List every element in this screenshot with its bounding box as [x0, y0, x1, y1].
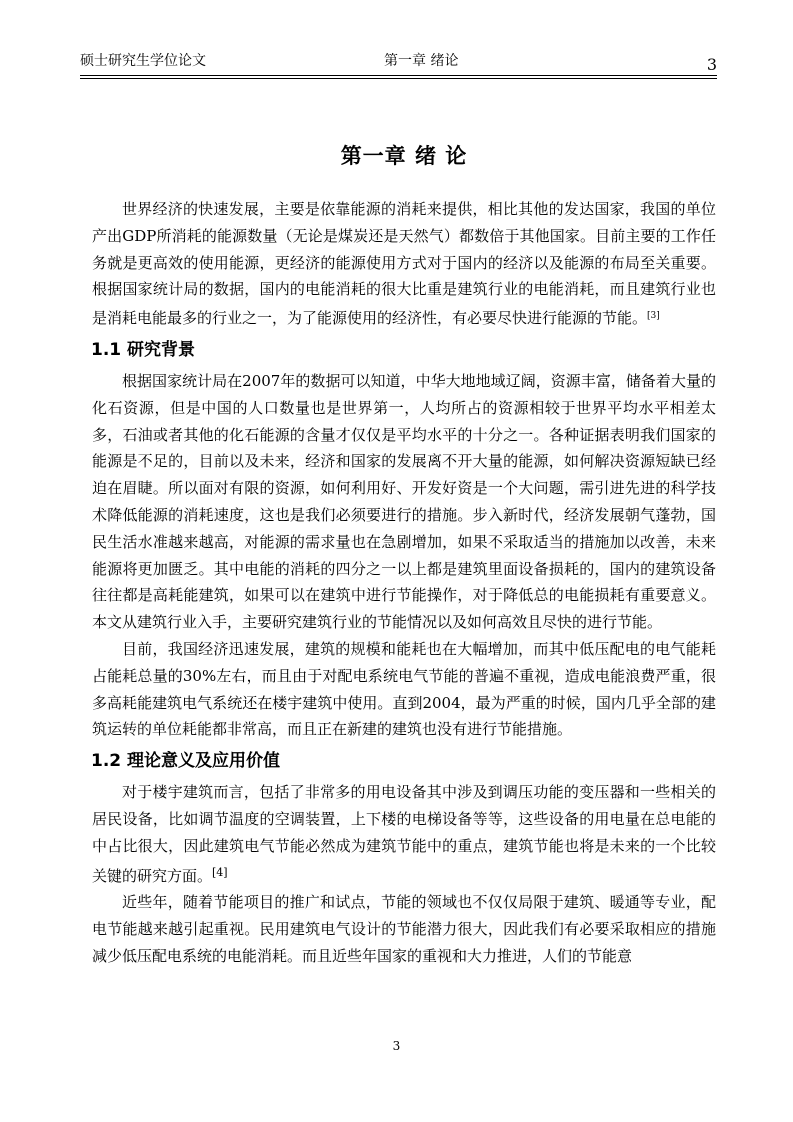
section-1-2-paragraph-1-text: 对于楼宇建筑而言，包括了非常多的用电设备其中涉及到调压功能的变压器和一些相关的居民设备，比如调节温度的空调装置，上下楼的电梯设备等等，这些设备的用电量在总电能的中占比很大，因此建筑电气节能必然成为建筑节能中的重点，建筑节能也将是未来的一个比较关键的研究方面。 [92, 783, 716, 885]
page-content [92, 140, 716, 970]
running-header [80, 52, 717, 76]
intro-citation: [3] [647, 311, 660, 322]
section-1-1-paragraph-1: 根据国家统计局在2007年的数据可以知道，中华大地地域辽阔，资源丰富，储备着大量的化石资源，但是中国的人口数量也是世界第一，人均所占的资源相较于世界平均水平相差太多，石油或者其他的化石能源的含量才仅仅是平均水平的十分之一。各种证据表明我们国家的能源是不足的，目前以及未来，经济和国家的发展离不开大量的能源，如何解决资源短缺已经迫在眉睫。所以面对有限的资源，如何利用好、开发好资是一个大问题，需引进先进的科学技术降低能源的消耗速度，这也是我们必须要进行的措施。步入新时代，经济发展朝气蓬勃，国民生活水准越来越高，对能源的需求量也在急剧增加，如果不采取适当的措施加以改善，未来能源将更加匮乏。其中电能的消耗的四分之一以上都是建筑里面设备损耗的，国内的建筑设备往往都是高耗能建筑，如果可以在建筑中进行节能操作，对于降低总的电能损耗有重要意义。本文从建筑行业入手，主要研究建筑行业的节能情况以及如何高效且尽快的进行节能。 [92, 371, 716, 632]
footer-page-number: 3 [392, 1039, 401, 1053]
header-chapter-label: 第一章 绪论 [384, 53, 459, 69]
header-rule-thin [80, 78, 717, 79]
section-1-1-paragraph-2: 目前，我国经济迅速发展，建筑的规模和能耗也在大幅增加，而其中低压配电的电气能耗占能耗总量的30%左右，而且由于对配电系统电气节能的普遍不重视，造成电能浪费严重，很多高耗能建筑电气系统还在楼宇建筑中使用。直到2004，最为严重的时候，国内几乎全部的建筑运转的单位耗能都非常高，而且正在新建的建筑也没有进行节能措施。 [92, 639, 716, 739]
chapter-title: 第一章 绪 论 [340, 144, 468, 168]
section-1-2-paragraph-1 [92, 779, 716, 889]
header-page-number: 3 [706, 55, 717, 74]
section-heading-1-2: 1.2 理论意义及应用价值 [91, 751, 281, 772]
section-1-2-paragraph-2: 近些年，随着节能项目的推广和试点，节能的领域也不仅仅局限于建筑、暖通等专业，配电节能越来越引起重视。民用建筑电气设计的节能潜力很大，因此我们有必要采取相应的措施减少低压配电系统的电能消耗。而且近些年国家的重视和大力推进，人们的节能意 [92, 893, 716, 965]
section-heading-1-1: 1.1 研究背景 [91, 339, 196, 360]
section-1-2-citation: [4] [212, 865, 228, 879]
intro-paragraph [92, 196, 716, 332]
header-rule [80, 75, 717, 76]
header-thesis-label: 硕士研究生学位论文 [80, 53, 206, 69]
intro-text: 世界经济的快速发展，主要是依靠能源的消耗来提供，相比其他的发达国家，我国的单位产出GDP所消耗的能源数量（无论是煤炭还是天然气）都数倍于其他国家。目前主要的工作任务就是更高效的使用能源，更经济的能源使用方式对于国内的经济以及能源的布局至关重要。根据国家统计局的数据，国内的电能消耗的很大比重是建筑行业的电能消耗，而且建筑行业也是消耗电能最多的行业之一，为了能源使用的经济性，有必要尽快进行能源的节能。 [92, 200, 716, 328]
